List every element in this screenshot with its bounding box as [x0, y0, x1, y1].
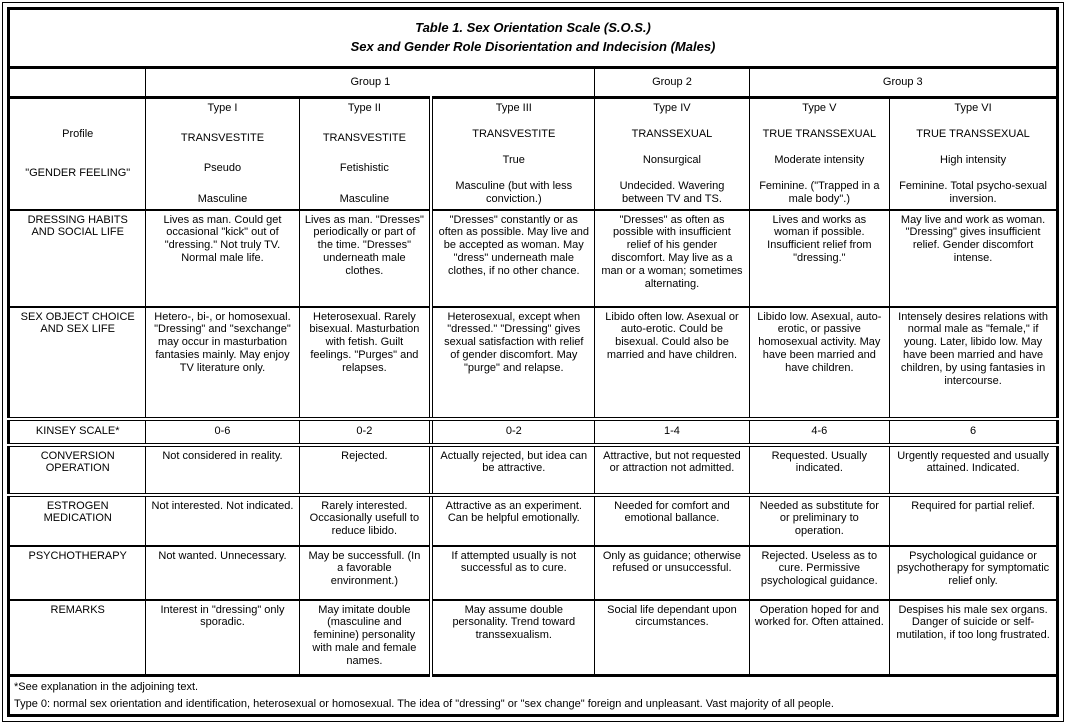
group-header-1: Group 1: [146, 67, 595, 97]
footnote-cell: [9, 676, 1058, 716]
estrogen-medication-row: [9, 495, 1058, 546]
type-feeling: Feminine. Total psycho-sexual inversion.: [899, 179, 1047, 205]
cell-kinsey-type6: 6: [890, 419, 1058, 445]
type-heading: Type VI: [954, 101, 992, 114]
remarks-row: [9, 600, 1058, 676]
cell-remarks-type4: Social life dependant upon circumstances.: [595, 600, 749, 676]
type-heading: Type III: [495, 101, 532, 114]
title-row: [9, 9, 1058, 68]
type-category: TRANSSEXUAL: [631, 127, 713, 140]
table-title-line1: Table 1. Sex Orientation Scale (S.O.S.): [415, 19, 651, 35]
cell-remarks-type2: May imitate double (masculine and feminine) personality with male and female names.: [299, 600, 431, 676]
table-title-cell: [9, 9, 1058, 68]
cell-psych-type1: Not wanted. Unnecessary.: [146, 546, 299, 600]
cell-sexobj-type1: Hetero-, bi-, or homosexual. "Dressing" and "sexchange" may occur in masturbation fantasies mainly. May enjoy TV literature only.: [146, 307, 299, 419]
cell-conversion-type3: Actually rejected, but idea can be attractive.: [431, 445, 595, 495]
conversion-operation-row: [9, 445, 1058, 495]
cell-psych-type4: Only as guidance; otherwise refused or unsuccessful.: [595, 546, 749, 600]
cell-estrogen-type6: Required for partial relief.: [890, 495, 1058, 546]
kinsey-scale-row: [9, 419, 1058, 445]
cell-kinsey-type1: 0-6: [146, 419, 299, 445]
sex-orientation-scale-table: [7, 7, 1059, 717]
type-heading: Type II: [347, 101, 381, 114]
type-category: TRUE TRANSSEXUAL: [916, 127, 1030, 140]
table-outer-frame: [2, 2, 1064, 722]
profile-cell-type5: [749, 97, 890, 210]
cell-sexobj-type4: Libido often low. Asexual or auto-erotic. Could be bisexual. Could also be married and have children.: [595, 307, 749, 419]
type-category: TRANSVESTITE: [180, 131, 265, 144]
cell-conversion-type6: Urgently requested and usually attained. Indicated.: [890, 445, 1058, 495]
cell-estrogen-type4: Needed for comfort and emotional ballance.: [595, 495, 749, 546]
cell-remarks-type1: Interest in "dressing" only sporadic.: [146, 600, 299, 676]
type-feeling: Masculine: [339, 192, 390, 205]
cell-remarks-type5: Operation hoped for and worked for. Often attained.: [749, 600, 890, 676]
cell-conversion-type4: Attractive, but not requested or attraction not admitted.: [595, 445, 749, 495]
type-category: TRUE TRANSSEXUAL: [762, 127, 877, 140]
cell-sexobj-type3: Heterosexual, except when "dressed." "Dressing" gives sexual satisfaction with relief of gender discomfort. May "purge" and relapse.: [431, 307, 595, 419]
row-label-profile: [9, 97, 146, 210]
table-title-line2: Sex and Gender Role Disorientation and Indecision (Males): [350, 38, 716, 54]
profile-cell-type2: [299, 97, 431, 210]
type-feeling: Undecided. Wavering between TV and TS.: [619, 179, 725, 205]
row-label-estrogen-medication: ESTROGEN MEDICATION: [9, 495, 146, 546]
sex-object-row: [9, 307, 1058, 419]
cell-remarks-type6: Despises his male sex organs. Danger of suicide or self-mutilation, if too long frustrated.: [890, 600, 1058, 676]
type-heading: Type IV: [653, 101, 691, 114]
profile-cell-type1: [146, 97, 299, 210]
type-heading: Type I: [207, 101, 238, 114]
type-subtype: Pseudo: [203, 162, 242, 175]
cell-psych-type2: May be successfull. (In a favorable environment.): [299, 546, 431, 600]
cell-psych-type6: Psychological guidance or psychotherapy for symptomatic relief only.: [890, 546, 1058, 600]
profile-label-line2: "GENDER FEELING": [25, 166, 131, 179]
type-category: TRANSVESTITE: [472, 127, 556, 140]
cell-estrogen-type3: Attractive as an experiment. Can be helpful emotionally.: [431, 495, 595, 546]
cell-conversion-type5: Requested. Usually indicated.: [749, 445, 890, 495]
type-subtype: Fetishistic: [339, 162, 389, 175]
cell-kinsey-type2: 0-2: [299, 419, 431, 445]
row-label-remarks: REMARKS: [9, 600, 146, 676]
cell-dressing-type1: Lives as man. Could get occasional "kick" out of "dressing." Not truly TV. Normal male life.: [146, 210, 299, 307]
cell-kinsey-type4: 1-4: [595, 419, 749, 445]
type-heading: Type V: [802, 101, 837, 114]
dressing-habits-row: [9, 210, 1058, 307]
cell-remarks-type3: May assume double personality. Trend toward transsexualism.: [431, 600, 595, 676]
profile-cell-type6: [890, 97, 1058, 210]
group-header-3: Group 3: [749, 67, 1057, 97]
group-header-empty-cell: [9, 67, 146, 97]
type-subtype: Nonsurgical: [642, 153, 701, 166]
type-subtype: High intensity: [940, 153, 1007, 166]
cell-dressing-type6: May live and work as woman. "Dressing" gives insufficient relief. Gender discomfort intense.: [890, 210, 1058, 307]
cell-sexobj-type2: Heterosexual. Rarely bisexual. Masturbation with fetish. Guilt feelings. "Purges" and relapses.: [299, 307, 431, 419]
row-label-dressing-habits: DRESSING HABITS AND SOCIAL LIFE: [9, 210, 146, 307]
profile-cell-type4: [595, 97, 749, 210]
cell-conversion-type1: Not considered in reality.: [146, 445, 299, 495]
type-subtype: Moderate intensity: [774, 153, 865, 166]
cell-kinsey-type5: 4-6: [749, 419, 890, 445]
cell-conversion-type2: Rejected.: [299, 445, 431, 495]
cell-kinsey-type3: 0-2: [431, 419, 595, 445]
cell-estrogen-type1: Not interested. Not indicated.: [146, 495, 299, 546]
profile-row: [9, 97, 1058, 210]
row-label-psychotherapy: PSYCHOTHERAPY: [9, 546, 146, 600]
row-label-sex-object: SEX OBJECT CHOICE AND SEX LIFE: [9, 307, 146, 419]
cell-dressing-type3: "Dresses" constantly or as often as possible. May live and be accepted as woman. May "dress" underneath male clothes, if no other chance.: [431, 210, 595, 307]
type-feeling: Masculine (but with less conviction.): [455, 179, 573, 205]
profile-label-line1: Profile: [62, 127, 94, 140]
cell-sexobj-type5: Libido low. Asexual, auto-erotic, or passive homosexual activity. May have been married and have children.: [749, 307, 890, 419]
cell-estrogen-type2: Rarely interested. Occasionally usefull to reduce libido.: [299, 495, 431, 546]
cell-estrogen-type5: Needed as substitute for or preliminary to operation.: [749, 495, 890, 546]
type-subtype: True: [502, 153, 525, 166]
psychotherapy-row: [9, 546, 1058, 600]
group-header-row: [9, 67, 1058, 97]
type-category: TRANSVESTITE: [322, 131, 406, 144]
cell-dressing-type2: Lives as man. "Dresses" periodically or part of the time. "Dresses" underneath male clothes.: [299, 210, 431, 307]
cell-psych-type5: Rejected. Useless as to cure. Permissive psychological guidance.: [749, 546, 890, 600]
footnote-type0: Type 0: normal sex orientation and identification, heterosexual or homosexual. The idea of "dressing" or "sex change" foreign and unpleasant. Vast majority of all people.: [14, 697, 834, 710]
type-feeling: Masculine: [197, 192, 248, 205]
cell-psych-type3: If attempted usually is not successful as to cure.: [431, 546, 595, 600]
profile-cell-type3: [431, 97, 595, 210]
cell-dressing-type4: "Dresses" as often as possible with insufficient relief of his gender discomfort. May live as a man or a woman; sometimes alternating.: [595, 210, 749, 307]
footnote-row: [9, 676, 1058, 716]
type-feeling: Feminine. ("Trapped in a male body".): [759, 179, 880, 205]
footnote-kinsey: *See explanation in the adjoining text.: [14, 681, 199, 693]
cell-sexobj-type6: Intensely desires relations with normal male as "female," if young. Later, libido low. May have been married and have children, by using fantasies in intercourse.: [890, 307, 1058, 419]
row-label-kinsey-scale: KINSEY SCALE*: [9, 419, 146, 445]
row-label-conversion-operation: CONVERSION OPERATION: [9, 445, 146, 495]
cell-dressing-type5: Lives and works as woman if possible. Insufficient relief from "dressing.": [749, 210, 890, 307]
group-header-2: Group 2: [595, 67, 749, 97]
